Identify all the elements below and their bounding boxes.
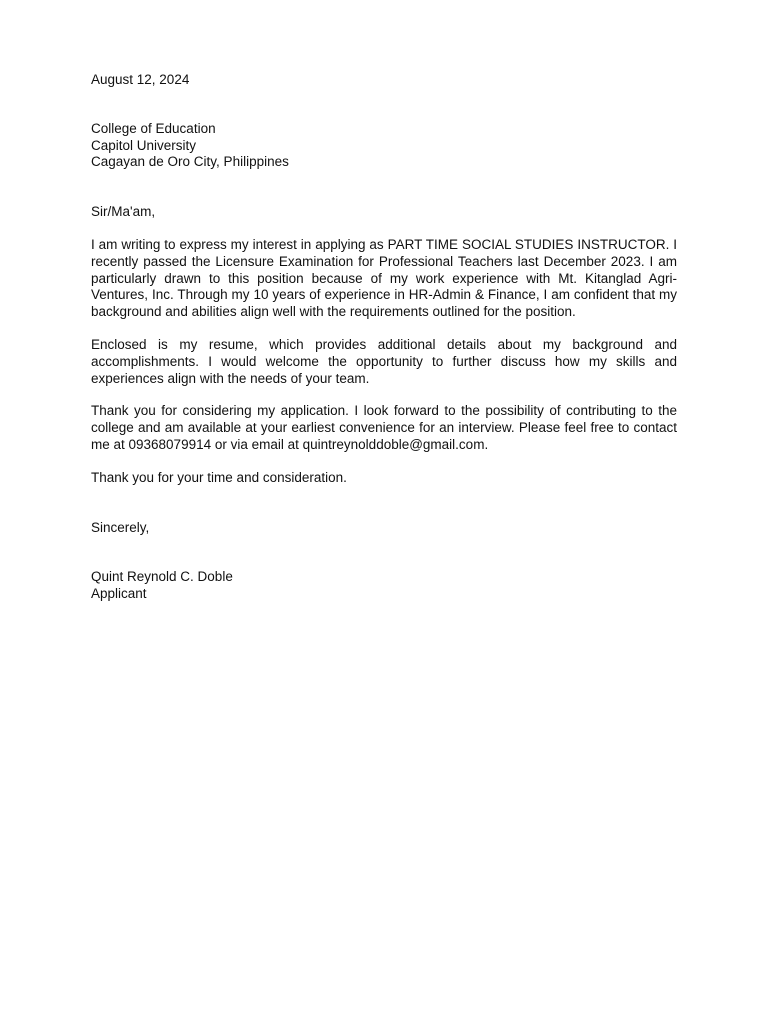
recipient-address — [91, 121, 677, 171]
letter-page — [91, 72, 677, 603]
salutation: Sir/Ma'am, — [91, 204, 156, 220]
recipient-line-3: Cagayan de Oro City, Philippines — [91, 154, 289, 170]
body-paragraph-1: I am writing to express my interest in applying as PART TIME SOCIAL STUDIES INSTRUCTOR. I recently passed the Licensure Examination for Professional Teachers last December 2023. I am particularly drawn to this position because of my work experience with Mt. Kitanglad Agri-Ventures, Inc. Through my 10 years of experience in HR-Admin & Finance, I am confident that my background and abilities align well with the requirements outlined for the position. — [91, 236, 677, 320]
body-paragraph-3: Thank you for considering my application. I look forward to the possibility of contributing to the college and am available at your earliest convenience for an interview. Please feel free to contact me at 09368079914 or via email at quintreynolddoble@gmail.com. — [91, 403, 677, 452]
signature-block — [91, 569, 677, 603]
closing: Sincerely, — [91, 519, 150, 535]
thanks-line: Thank you for your time and consideration. — [91, 469, 347, 485]
recipient-line-2: Capitol University — [91, 137, 197, 153]
body-paragraph-2: Enclosed is my resume, which provides additional details about my background and accomplishments. I would welcome the opportunity to further discuss how my skills and experiences align with the needs of your team. — [91, 336, 677, 386]
signature-name: Quint Reynold C. Doble — [91, 569, 233, 585]
recipient-line-1: College of Education — [91, 120, 216, 136]
signature-title: Applicant — [91, 586, 147, 602]
letter-date: August 12, 2024 — [91, 72, 190, 87]
